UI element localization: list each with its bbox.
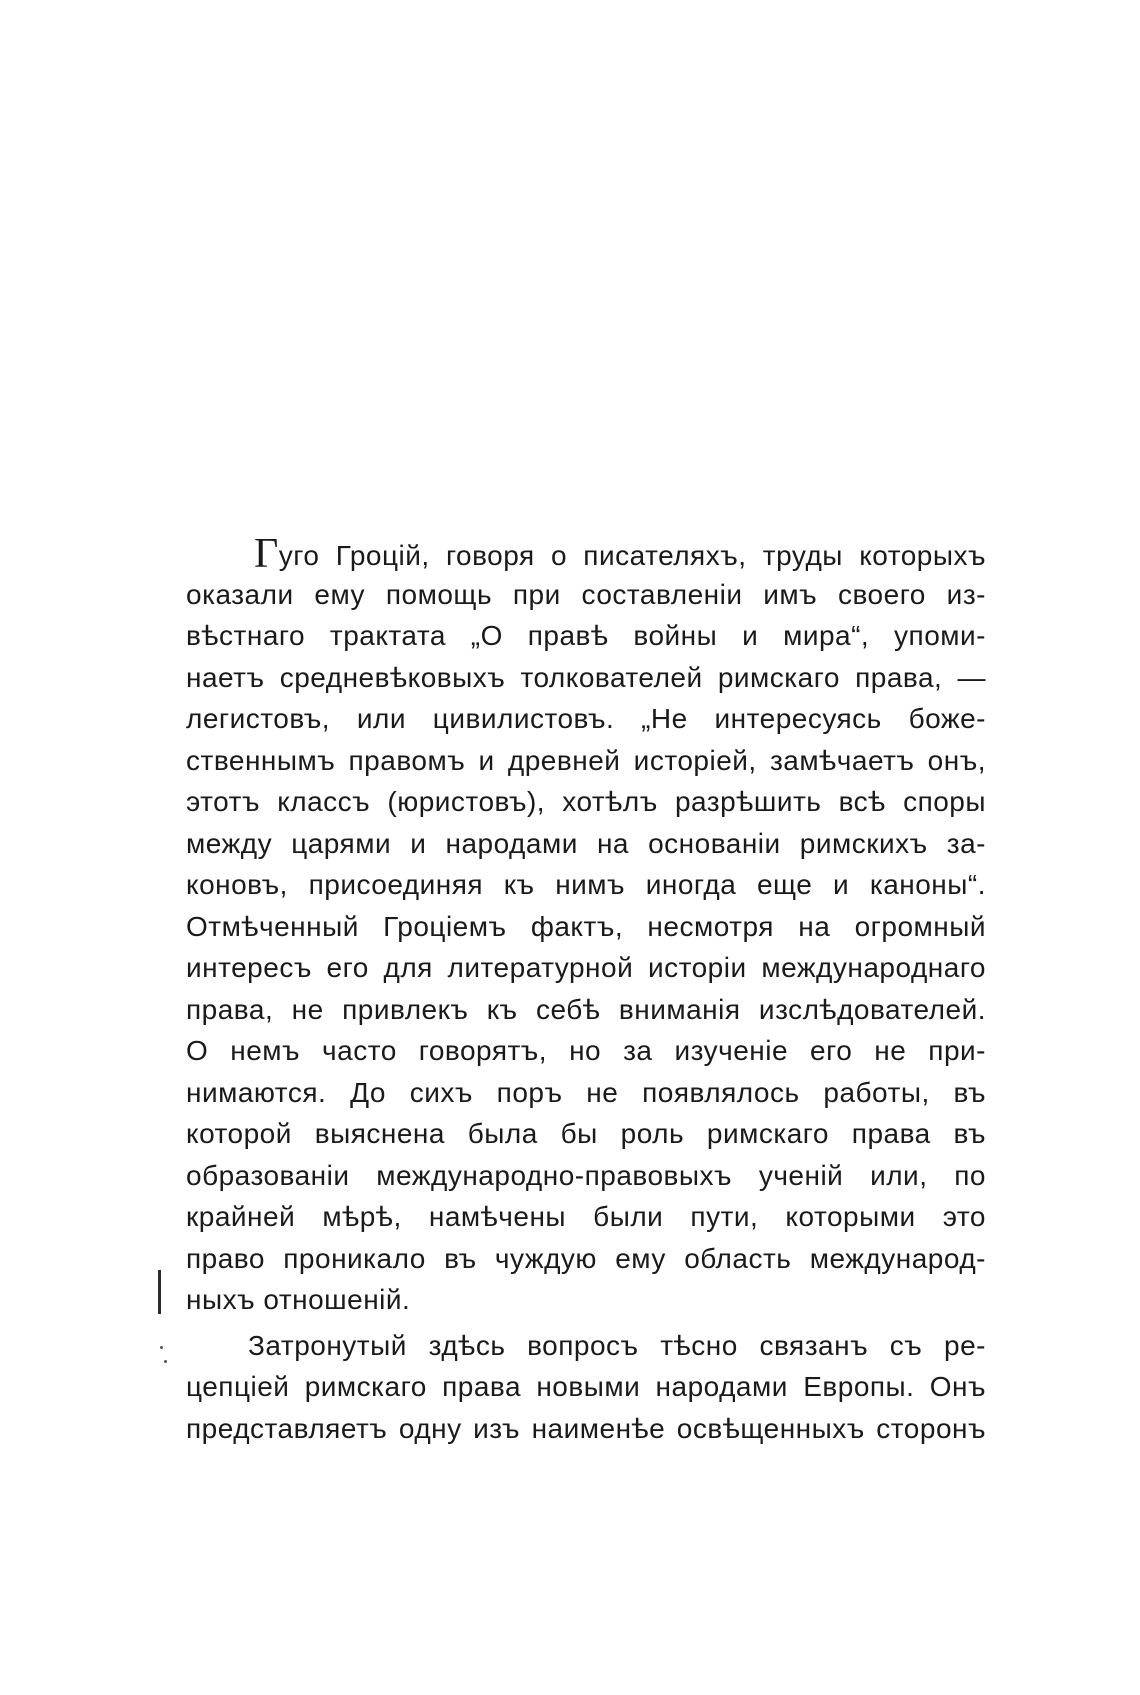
text-line: крайней мѣрѣ, намѣчены были пути, которыми это — [186, 1201, 986, 1232]
text-line: легистовъ, или цивилистовъ. „Не интересуясь боже- — [186, 703, 986, 734]
text-line-content: уго Гроцій, говоря о писателяхъ, труды которыхъ — [278, 540, 986, 571]
margin-dot — [160, 1346, 163, 1349]
text-line: цепціей римскаго права новыми народами Европы. Онъ — [186, 1371, 986, 1402]
text-line: ственнымъ правомъ и древней исторіей, замѣчаетъ онъ, — [186, 744, 986, 776]
text-line: между царями и народами на основаніи римскихъ за- — [186, 827, 986, 859]
text-line: образованіи международно-правовыхъ ученій или, по — [186, 1159, 986, 1191]
margin-dot — [164, 1360, 167, 1363]
text-line: которой выяснена была бы роль римскаго права въ — [186, 1118, 986, 1149]
paragraph-1 — [186, 532, 986, 1321]
text-line: этотъ классъ (юристовъ), хотѣлъ разрѣшить всѣ споры — [186, 786, 986, 817]
text-line: Затронутый здѣсь вопросъ тѣсно связанъ съ ре- — [248, 1329, 986, 1361]
text-line: права, не привлекъ къ себѣ вниманія изслѣдователей. — [186, 993, 986, 1025]
text-line: оказали ему помощь при составленіи имъ своего из- — [186, 578, 986, 610]
text-line: нимаются. До сихъ поръ не появлялось работы, въ — [186, 1076, 986, 1108]
text-line: право проникало въ чуждую ему область международ- — [186, 1242, 986, 1274]
text-line: О немъ часто говорятъ, но за изученіе его не при- — [186, 1035, 986, 1066]
text-line: представляетъ одну изъ наименѣе освѣщенныхъ сторонъ — [186, 1412, 986, 1444]
text-line — [186, 531, 986, 577]
text-line: интересъ его для литературной исторіи международнаго — [186, 952, 986, 983]
text-line: вѣстнаго трактата „О правѣ войны и мира“, упоми- — [186, 620, 986, 651]
text-line: наетъ средневѣковыхъ толкователей римскаго права, — — [186, 661, 986, 693]
body-text — [186, 532, 986, 1449]
text-line: ныхъ отношеній. — [186, 1284, 411, 1315]
margin-mark — [158, 1270, 161, 1314]
text-line: Отмѣченный Гроціемъ фактъ, несмотря на огромный — [186, 910, 986, 942]
drop-cap: Г — [254, 531, 279, 577]
paragraph-2 — [186, 1325, 986, 1450]
text-line: коновъ, присоединяя къ нимъ иногда еще и каноны“. — [186, 869, 986, 900]
